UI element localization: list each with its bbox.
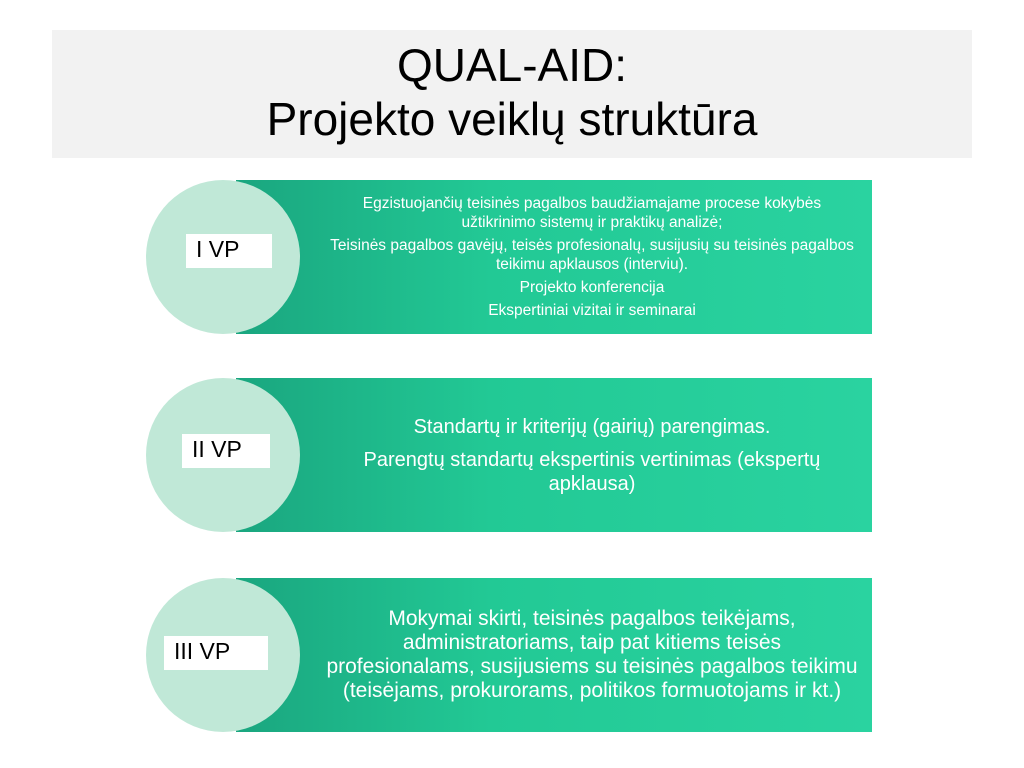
title-line-2: Projekto veiklų struktūra [266, 93, 758, 145]
block-i-vp [146, 180, 872, 334]
band-text-iii-vp [326, 578, 858, 732]
band-text-ii-vp [326, 378, 858, 532]
block-i-item-3: Projekto konferencija [519, 279, 665, 296]
label-i-vp: I VP [186, 234, 272, 268]
block-ii-item-1: Standartų ir kriterijų (gairių) parengimas. [413, 415, 771, 438]
label-iii-vp: III VP [164, 636, 268, 670]
title-bar [52, 30, 972, 158]
block-i-item-2: Teisinės pagalbos gavėjų, teisės profesionalų, susijusių su teisinės pagalbos teikimu apklausos (interviu). [330, 237, 854, 273]
block-i-item-4: Ekspertiniai vizitai ir seminarai [488, 302, 696, 319]
title-line-1: QUAL-AID: [396, 39, 628, 91]
block-i-item-1: Egzistuojančių teisinės pagalbos baudžiamajame procese kokybės užtikrinimo sistemų ir praktikų analizė; [362, 195, 822, 231]
block-iii-vp [146, 578, 872, 732]
band-text-i-vp [326, 180, 858, 334]
label-ii-vp: II VP [182, 434, 270, 468]
block-iii-item-1: Mokymai skirti, teisinės pagalbos teikėjams, administratoriams, taip pat kitiems teisės profesionalams, susijusiems su teisinės pagalbos teikimu (teisėjams, prokurorams, politikos formuotojams ir kt.) [326, 607, 858, 702]
block-ii-vp [146, 378, 872, 532]
block-ii-item-2: Parengtų standartų ekspertinis vertinimas (ekspertų apklausa) [363, 448, 821, 495]
